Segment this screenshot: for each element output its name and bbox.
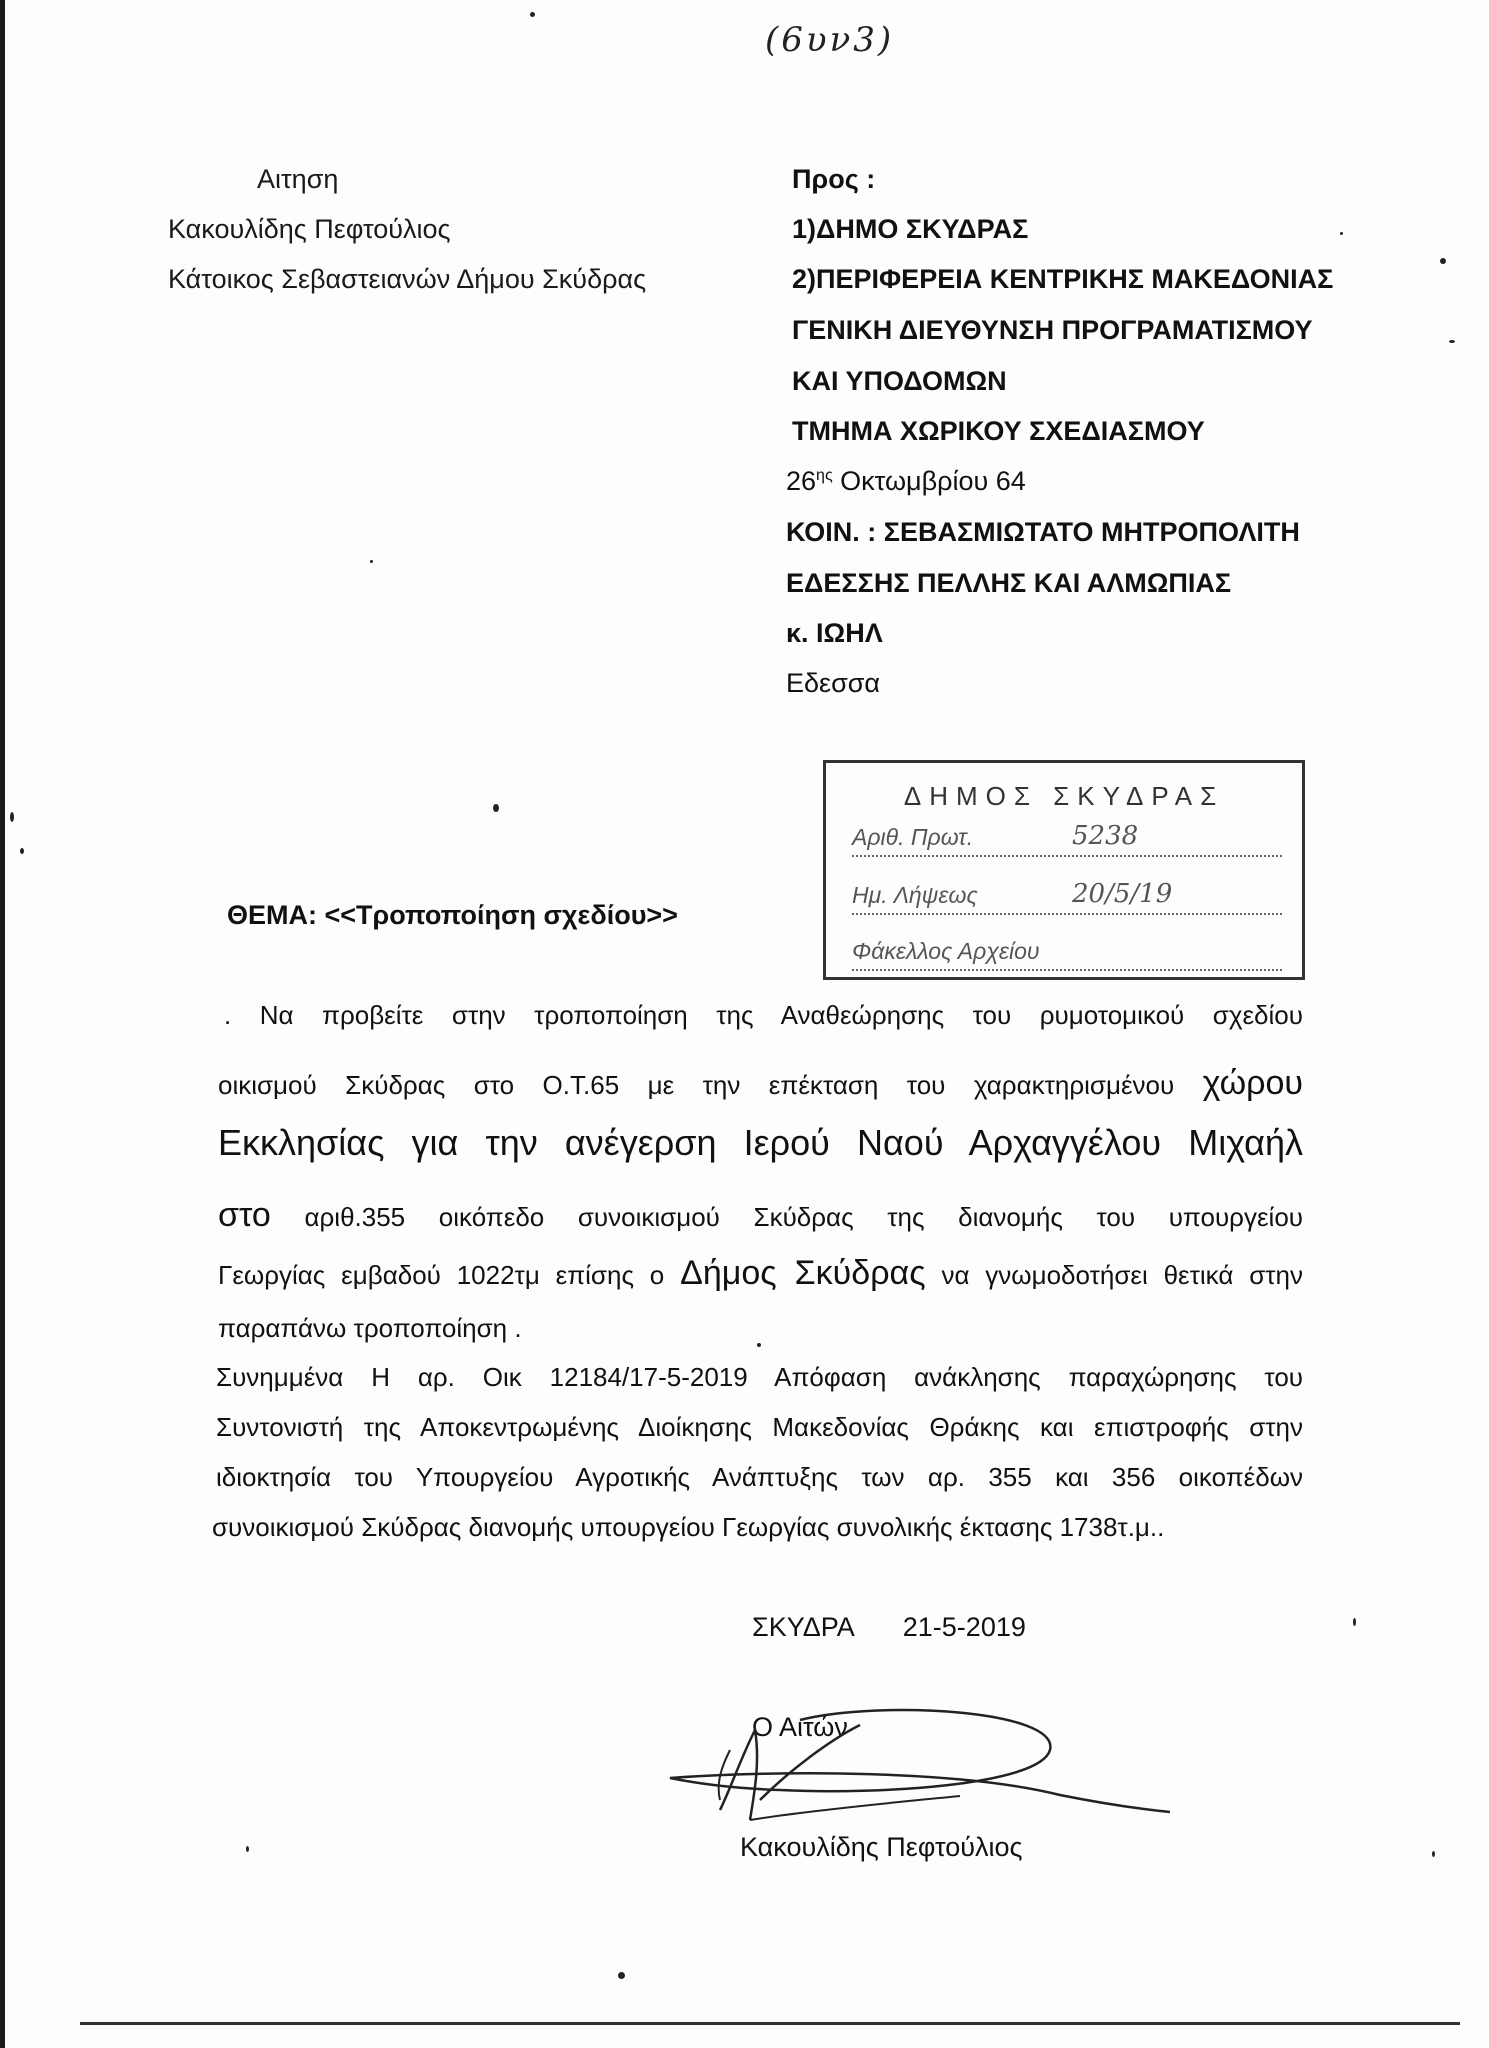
closing-place: ΣΚΥΔΡΑ — [752, 1612, 855, 1642]
registry-stamp — [823, 760, 1305, 980]
recipient-line: ΤΜΗΜΑ ΧΩΡΙΚΟΥ ΣΧΕΔΙΑΣΜΟΥ — [792, 416, 1205, 446]
scan-speck — [20, 848, 24, 854]
address-street: Οκτωμβρίου 64 — [840, 466, 1026, 496]
stamp-folder-label: Φάκελλος Αρχείου — [852, 938, 1040, 964]
stamp-date-row — [852, 873, 1282, 915]
body-text-large: Δήμος Σκύδρας — [680, 1254, 926, 1292]
scan-speck — [1449, 340, 1455, 343]
recipient-line: ΓΕΝΙΚΗ ΔΙΕΥΘΥΝΣΗ ΠΡΟΓΡΑΜΑΤΙΣΜΟΥ — [792, 315, 1313, 345]
body-line: . Να προβείτε στην τροποποίηση της Αναθεώρησης του ρυμοτομικού σχεδίου — [224, 1000, 1303, 1030]
scan-speck — [530, 12, 535, 17]
body-text-large: στο — [218, 1196, 271, 1234]
handwritten-note: (6υν3) — [765, 20, 895, 60]
place-date — [752, 1612, 1026, 1643]
stamp-date-value: 20/5/19 — [1072, 879, 1173, 909]
sender-residence: Κάτοικος Σεβαστειανών Δήμου Σκύδρας — [168, 264, 647, 294]
koin-line: κ. ΙΩΗΛ — [786, 618, 883, 648]
scan-speck — [1340, 232, 1343, 235]
recipient-line: 1)ΔΗΜΟ ΣΚΥΔΡΑΣ — [792, 214, 1029, 244]
footer-rule — [80, 2022, 1460, 2025]
attachment-line: Συνημμένα Η αρ. Οικ 12184/17-5-2019 Απόφαση ανάκλησης παραχώρησης του — [216, 1362, 1303, 1392]
recipient-address — [786, 466, 1026, 497]
recipients-label: Προς : — [792, 164, 876, 194]
address-suffix: ης — [816, 467, 833, 484]
body-line: Εκκλησίας για την ανέγερση Ιερού Ναού Αρχαγγέλου Μιχαήλ — [218, 1122, 1303, 1163]
koin-line: ΚΟΙΝ. : ΣΕΒΑΣΜΙΩΤΑΤΟ ΜΗΤΡΟΠΟΛΙΤΗ — [786, 517, 1300, 547]
body-line — [218, 1196, 1303, 1235]
attachment-line: ιδιοκτησία του Υπουργείου Αγροτικής Ανάπτυξης των αρ. 355 και 356 οικοπέδων — [216, 1462, 1303, 1492]
subject-line: ΘΕΜΑ: <<Τροποποίηση σχεδίου>> — [227, 900, 678, 930]
body-text: οικισμού Σκύδρας στο Ο.Τ.65 με την επέκταση του χαρακτηρισμένου — [218, 1070, 1175, 1100]
sender-title: Αιτηση — [257, 164, 339, 194]
body-text: να γνωμοδοτήσει θετικά στην — [941, 1260, 1303, 1290]
attachment-line: Συντονιστή της Αποκεντρωμένης Διοίκησης Μακεδονίας Θράκης και επιστροφής στην — [216, 1412, 1303, 1442]
signatory-name: Κακουλίδης Πεφτούλιος — [740, 1832, 1023, 1862]
scan-edge — [0, 0, 5, 2048]
stamp-protocol-row — [852, 815, 1282, 857]
scan-speck — [1353, 1618, 1356, 1626]
closing-date: 21-5-2019 — [902, 1612, 1026, 1642]
signatory-role: Ο Αιτών — [752, 1712, 848, 1742]
recipient-line: 2)ΠΕΡΙΦΕΡΕΙΑ ΚΕΝΤΡΙΚΗΣ ΜΑΚΕΔΟΝΙΑΣ — [792, 264, 1334, 294]
scan-speck — [1432, 1851, 1435, 1857]
attachment-line: συνοικισμού Σκύδρας διανομής υπουργείου Γεωργίας συνολικής έκτασης 1738τ.μ.. — [212, 1512, 1165, 1542]
scan-speck — [493, 804, 499, 812]
scan-speck — [246, 1846, 249, 1852]
scan-speck — [1440, 258, 1446, 264]
stamp-title: ΔΗΜΟΣ ΣΚΥΔΡΑΣ — [903, 781, 1225, 811]
recipient-line: ΚΑΙ ΥΠΟΔΟΜΩΝ — [792, 366, 1007, 396]
koin-line: ΕΔΕΣΣΗΣ ΠΕΛΛΗΣ ΚΑΙ ΑΛΜΩΠΙΑΣ — [786, 568, 1232, 598]
body-line — [218, 1254, 1303, 1293]
recipient-city: Εδεσσα — [786, 668, 881, 698]
scan-speck — [370, 560, 373, 563]
body-line — [218, 1064, 1303, 1103]
scan-speck — [618, 1972, 625, 1979]
body-line: παραπάνω τροποποίηση . — [218, 1313, 522, 1343]
stamp-protocol-value: 5238 — [1072, 821, 1139, 851]
address-number: 26 — [786, 466, 817, 496]
scan-speck — [10, 812, 14, 822]
stamp-protocol-label: Αριθ. Πρωτ. — [852, 824, 974, 850]
body-text: Γεωργίας εμβαδού 1022τμ επίσης ο — [218, 1260, 665, 1290]
body-text-large: χώρου — [1202, 1064, 1303, 1102]
body-text: αριθ.355 οικόπεδο συνοικισμού Σκύδρας της διανομής του υπουργείου — [304, 1202, 1303, 1232]
stamp-folder-row — [852, 929, 1282, 971]
stamp-date-label: Ημ. Λήψεως — [852, 882, 978, 908]
sender-name: Κακουλίδης Πεφτούλιος — [168, 214, 451, 244]
